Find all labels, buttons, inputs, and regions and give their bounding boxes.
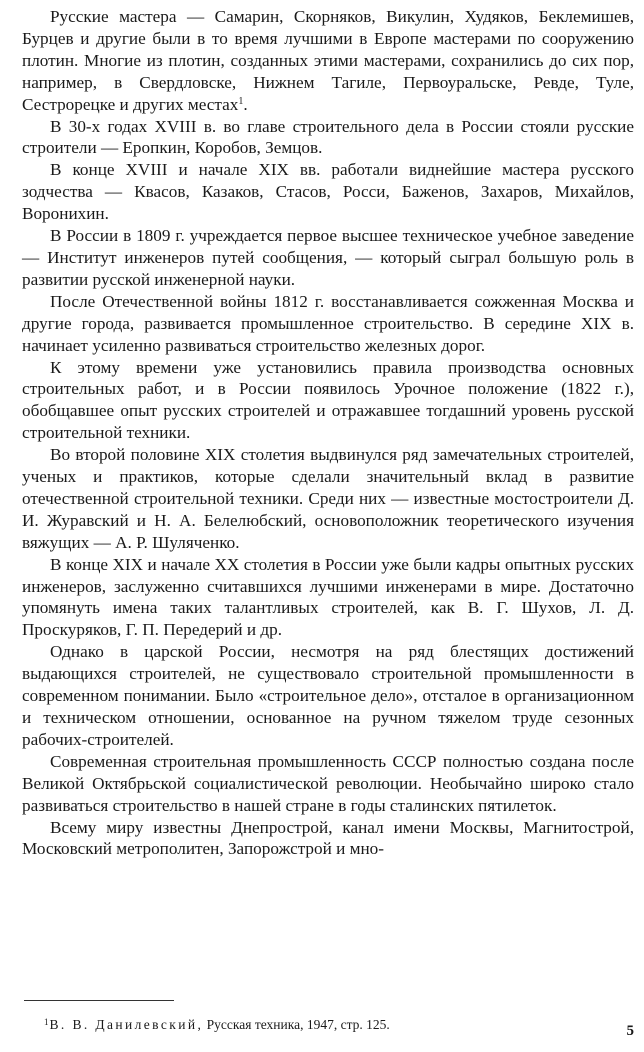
- page-number: 5: [626, 1023, 634, 1039]
- footnote-divider: [24, 1000, 174, 1001]
- paragraph-4: В России в 1809 г. учреждается первое высшее техническое учебное заведение — Институт инженеров путей сообщения, — который сыграл большую роль в развитии русской инженерной науки.: [22, 226, 634, 289]
- footnote: [44, 1014, 604, 1033]
- footnote-author: В. В. Данилевский,: [49, 1017, 204, 1032]
- paragraph-1: Русские мастера — Самарин, Скорняков, Викулин, Худяков, Беклемишев, Бурцев и другие были в то время лучшими в Европе мастерами по сооружению плотин. Многие из плотин, созданных этими мастерами, сохранились до сих пор, например, в Свердловске, Нижнем Тагиле, Первоуральске, Ревде, Туле, Сестрорецке и других местах$^1$.: [22, 7, 634, 114]
- footnote-mark: 1: [44, 1017, 49, 1027]
- main-text: [22, 6, 634, 860]
- paragraph-3: В конце XVIII и начале XIX вв. работали виднейшие мастера русского зодчества — Квасов, Казаков, Стасов, Росси, Баженов, Захаров, Михайлов, Воронихин.: [22, 160, 634, 224]
- paragraph-10: Современная строительная промышленность СССР полностью создана после Великой Октябрьской социалистической революции. Необычайно широко стало развиваться строительство в нашей стране в годы сталинских пятилеток.: [22, 751, 634, 815]
- footnote-reference[interactable]: 1: [238, 95, 244, 107]
- paragraph-7: Во второй половине XIX столетия выдвинулся ряд замечательных строителей, ученых и практиков, которые сделали значительный вклад в развитие отечественной строительной техники. Среди них — известные мостостроители Д. И. Журавский и Н. А. Белелюбский, основоположник теоретического изучения вяжущих — А. Р. Шуляченко.: [22, 445, 634, 552]
- paragraph-11: Всему миру известны Днепрострой, канал имени Москвы, Магнитострой, Московский метрополитен, Запорожстрой и мно-: [22, 817, 634, 859]
- paragraph-2: В 30-х годах XVIII в. во главе строительного дела в России стояли русские строители — Еропкин, Коробов, Земцов.: [22, 116, 634, 158]
- paragraph-6: К этому времени уже установились правила производства основных строительных работ, и в России появилось Урочное положение (1822 г.), обобщавшее опыт русских строителей и отражавшее тогдашний уровень русской строительной техники.: [22, 357, 634, 443]
- paragraph-8: В конце XIX и начале XX столетия в России уже были кадры опытных русских инженеров, заслуженно считавшихся лучшими инженерами в мире. Достаточно упомянуть имена таких талантливых строителей, как В. Г. Шухов, Л. Д. Проскуряков, Г. П. Передерий и др.: [22, 554, 634, 640]
- paragraph-9: Однако в царской России, несмотря на ряд блестящих достижений выдающихся строителей, не существовало строительной промышленности в современном понимании. Было «строительное дело», отсталое в организационном и техническом отношении, основанное на ручном тяжелом труде сезонных рабочих-строителей.: [22, 642, 634, 749]
- footnote-source: Русская техника, 1947, стр. 125.: [203, 1017, 390, 1032]
- paragraph-5: После Отечественной войны 1812 г. восстанавливается сожженная Москва и другие города, развивается промышленное строительство. В середине XIX в. начинает усиленно развиваться строительство железных дорог.: [22, 291, 634, 355]
